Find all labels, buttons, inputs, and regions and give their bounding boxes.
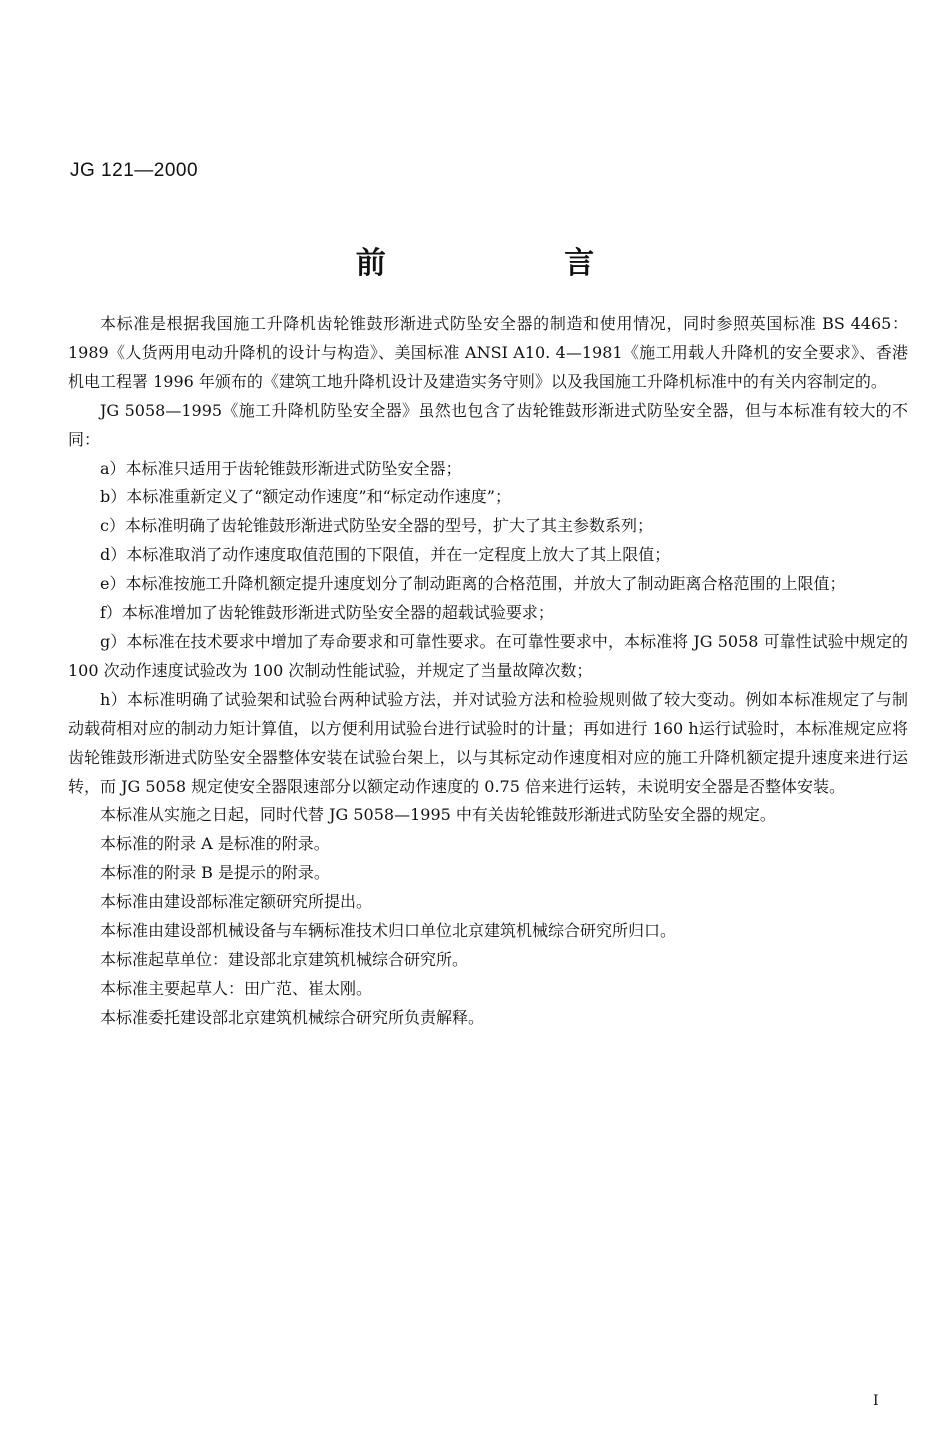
paragraph-comparison: JG 5058—1995《施工升降机防坠安全器》虽然也包含了齿轮锥鼓形渐进式防坠安全器，但与本标准有较大的不同： bbox=[68, 400, 908, 449]
paragraph-proposer: 本标准由建设部标准定额研究所提出。 bbox=[100, 892, 373, 912]
paragraph-interpretation: 本标准委托建设部北京建筑机械综合研究所负责解释。 bbox=[100, 1007, 485, 1027]
page-number: I bbox=[873, 1393, 879, 1409]
paragraph-intro: 本标准是根据我国施工升降机齿轮锥鼓形渐进式防坠安全器的制造和使用情况，同时参照英国标准 BS 4465：1989《人货两用电动升降机的设计与构造》、美国标准 ANSI A10. 4—1981《施工用载人升降机的安全要求》、香港机电工程署 1996 年颁布的《建筑工地升降机设计及建造实务守则》以及我国施工升降机标准中的有关内容制定的。 bbox=[68, 314, 908, 391]
paragraph-drafting-unit: 本标准起草单位：建设部北京建筑机械综合研究所。 bbox=[100, 949, 469, 969]
paragraph-centralized-unit: 本标准由建设部机械设备与车辆标准技术归口单位北京建筑机械综合研究所归口。 bbox=[100, 921, 677, 941]
list-item-d: d）本标准取消了动作速度取值范围的下限值，并在一定程度上放大了其上限值； bbox=[100, 545, 671, 565]
list-item-e: e）本标准按施工升降机额定提升速度划分了制动距离的合格范围，并放大了制动距离合格范围的上限值； bbox=[100, 574, 846, 594]
list-item-g: g）本标准在技术要求中增加了寿命要求和可靠性要求。在可靠性要求中，本标准将 JG 5058 可靠性试验中规定的 100 次动作速度试验改为 100 次制动性能试验，并规定了当量故障次数； bbox=[68, 631, 908, 680]
list-item-a: a）本标准只适用于齿轮锥鼓形渐进式防坠安全器； bbox=[100, 458, 462, 478]
paragraph-appendix-b: 本标准的附录 B 是提示的附录。 bbox=[100, 863, 330, 883]
list-item-h: h）本标准明确了试验架和试验台两种试验方法，并对试验方法和检验规则做了较大变动。例如本标准规定了与制动载荷相对应的制动力矩计算值，以方便利用试验台进行试验时的计量；再如进行 160 h运行试验时，本标准规定应将齿轮锥鼓形渐进式防坠安全器整体安装在试验台架上，以与其标定动作速度相对应的施工升降机额定提升速度来进行运转，而 JG 5058 规定使安全器限速部分以额定动作速度的 0.75 倍来进行运转，未说明安全器是否整体安装。 bbox=[68, 689, 908, 796]
list-item-b: b）本标准重新定义了“额定动作速度”和“标定动作速度”； bbox=[100, 487, 511, 507]
paragraph-replacement: 本标准从实施之日起，同时代替 JG 5058—1995 中有关齿轮锥鼓形渐进式防坠安全器的规定。 bbox=[100, 805, 776, 825]
preface-body bbox=[68, 310, 908, 1033]
paragraph-drafters: 本标准主要起草人：田广范、崔太刚。 bbox=[100, 978, 373, 998]
page-title: 前 言 bbox=[355, 246, 679, 281]
list-item-c: c）本标准明确了齿轮锥鼓形渐进式防坠安全器的型号，扩大了其主参数系列； bbox=[100, 516, 653, 536]
paragraph-appendix-a: 本标准的附录 A 是标准的附录。 bbox=[100, 834, 330, 854]
standard-code: JG 121—2000 bbox=[70, 160, 199, 181]
list-item-f: f）本标准增加了齿轮锥鼓形渐进式防坠安全器的超载试验要求； bbox=[100, 603, 554, 623]
